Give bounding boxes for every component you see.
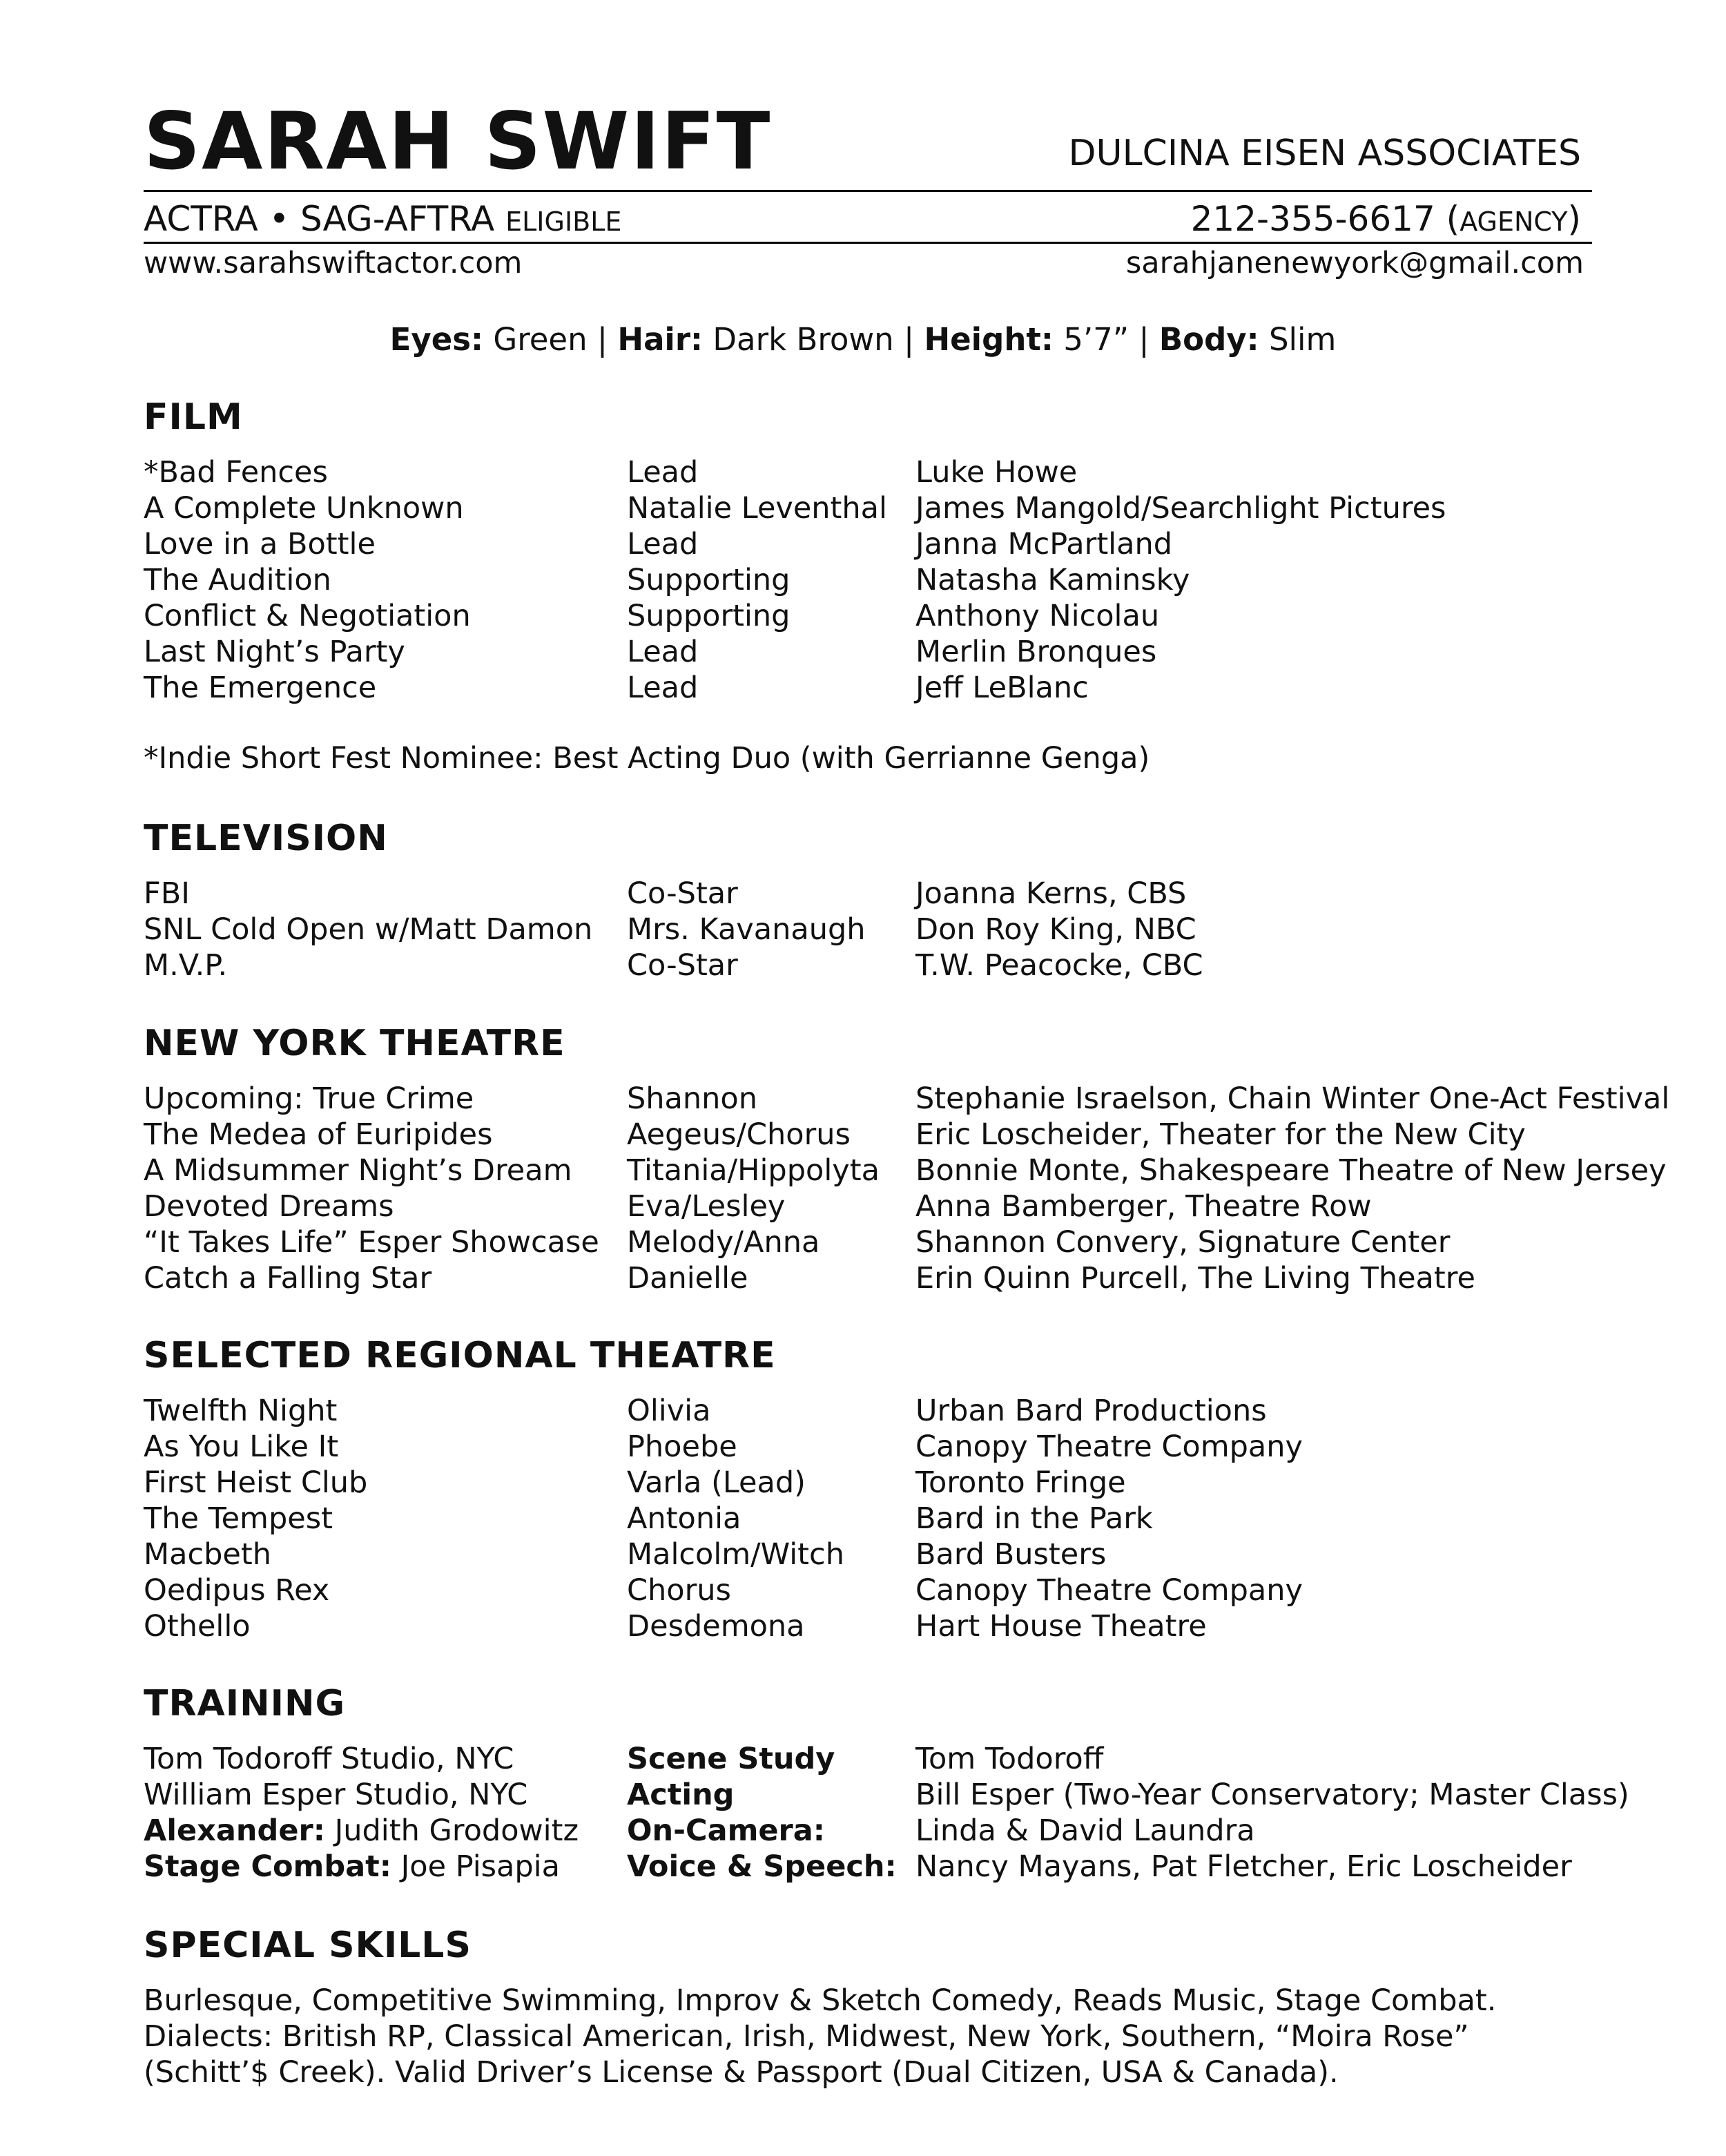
training-where [144, 1777, 627, 1813]
credit-title: Last Night’s Party [144, 635, 405, 669]
header-rule-bottom [144, 242, 1592, 244]
credit-director: Shannon Convery, Signature Center [915, 1225, 1451, 1260]
training-row [144, 1813, 1704, 1849]
credit-row [144, 1188, 1704, 1224]
credit-title: SNL Cold Open w/Matt Damon [144, 912, 593, 947]
training-teacher: Bill Esper (Two-Year Conservatory; Master Class) [915, 1778, 1629, 1812]
body-value: Slim [1268, 321, 1337, 358]
credit-director: Janna McPartland [915, 527, 1173, 561]
credit-row [144, 490, 1704, 526]
credit-director: Bard Busters [915, 1537, 1107, 1572]
credit-row [144, 526, 1704, 562]
credit-row [144, 454, 1704, 490]
eyes-value: Green [493, 321, 588, 358]
credit-row [144, 1117, 1704, 1153]
credit-director: Hart House Theatre [915, 1609, 1207, 1644]
credit-role: Co-Star [627, 948, 738, 983]
actor-name: SARAH SWIFT [144, 95, 772, 187]
training-teacher: Nancy Mayans, Pat Fletcher, Eric Loscheider [915, 1849, 1572, 1884]
section-heading: NEW YORK THEATRE [144, 1023, 565, 1064]
ny-theatre-section [144, 1023, 1704, 1296]
header-rule-top [144, 190, 1592, 192]
credit-row [144, 1224, 1704, 1260]
credit-director: Stephanie Israelson, Chain Winter One-Act Festival [915, 1081, 1670, 1116]
height-label: Height: [924, 321, 1054, 358]
credit-row [144, 1608, 1704, 1644]
agency-phone [1191, 198, 1581, 240]
credit-title: A Midsummer Night’s Dream [144, 1153, 572, 1188]
credit-row [144, 1465, 1704, 1501]
credit-role: Lead [627, 455, 699, 490]
training-row [144, 1777, 1704, 1813]
union-eligible: ELIGIBLE [505, 206, 622, 237]
physical-stats [0, 321, 1726, 358]
credit-role: Eva/Lesley [627, 1189, 786, 1224]
credit-role: Chorus [627, 1573, 731, 1608]
credit-director: Erin Quinn Purcell, The Living Theatre [915, 1261, 1475, 1296]
credit-title: First Heist Club [144, 1465, 368, 1500]
training-category: Alexander: [144, 1813, 325, 1848]
section-heading: SELECTED REGIONAL THEATRE [144, 1335, 776, 1376]
credit-row [144, 1537, 1704, 1572]
credit-director: Eric Loscheider, Theater for the New City [915, 1117, 1526, 1152]
hair-label: Hair: [617, 321, 704, 358]
credit-role: Titania/Hippolyta [627, 1153, 880, 1188]
height-value: 5’7” [1063, 321, 1129, 358]
credit-title: Macbeth [144, 1537, 271, 1572]
credit-director: Jeff LeBlanc [915, 671, 1089, 705]
credit-row [144, 1153, 1704, 1188]
special-skills-section [144, 1927, 1704, 2090]
credit-role: Natalie Leventhal [627, 491, 887, 526]
body-label: Body: [1158, 321, 1259, 358]
credit-row [144, 1501, 1704, 1537]
credit-title: FBI [144, 876, 190, 911]
credit-row [144, 1081, 1704, 1117]
credit-row [144, 947, 1704, 983]
training-school: Judith Grodowitz [324, 1813, 579, 1848]
credit-title: Catch a Falling Star [144, 1261, 432, 1296]
training-subject: Acting [627, 1778, 735, 1812]
training-school: Joe Pisapia [391, 1849, 560, 1884]
credit-role: Malcolm/Witch [627, 1537, 844, 1572]
credit-title: “It Takes Life” Esper Showcase [144, 1225, 599, 1260]
credit-row [144, 562, 1704, 598]
section-heading: TRAINING [144, 1683, 346, 1724]
credit-role: Mrs. Kavanaugh [627, 912, 866, 947]
training-teacher: Linda & David Laundra [915, 1813, 1255, 1848]
email-link[interactable]: sarahjanenewyork@gmail.com [1125, 246, 1584, 280]
credit-row [144, 912, 1704, 947]
credit-role: Varla (Lead) [627, 1465, 806, 1500]
credit-title: The Tempest [144, 1501, 333, 1536]
credit-director: Urban Bard Productions [915, 1394, 1267, 1428]
television-section [144, 820, 1704, 983]
credit-title: A Complete Unknown [144, 491, 464, 526]
website-link[interactable]: www.sarahswiftactor.com [144, 246, 523, 280]
training-row [144, 1741, 1704, 1777]
credit-director: Bonnie Monte, Shakespeare Theatre of New Jersey [915, 1153, 1667, 1188]
credit-director: Anna Bamberger, Theatre Row [915, 1189, 1372, 1224]
credit-director: Anthony Nicolau [915, 599, 1160, 633]
credit-director: Bard in the Park [915, 1501, 1153, 1536]
section-heading: SPECIAL SKILLS [144, 1925, 472, 1966]
skills-line: (Schitt’$ Creek). Valid Driver’s License & Passport (Dual Citizen, USA & Canada). [144, 2055, 1339, 2090]
credit-role: Supporting [627, 599, 791, 633]
union-status [144, 198, 621, 240]
film-credits [144, 454, 1704, 706]
credit-title: Devoted Dreams [144, 1189, 394, 1224]
training-where [144, 1849, 627, 1885]
credit-row [144, 876, 1704, 912]
credit-director: Natasha Kaminsky [915, 563, 1190, 597]
credit-role: Phoebe [627, 1430, 737, 1464]
credit-title: *Bad Fences [144, 455, 328, 490]
credit-role: Supporting [627, 563, 791, 597]
credit-title: Love in a Bottle [144, 527, 376, 561]
skills-line: Burlesque, Competitive Swimming, Improv & Sketch Comedy, Reads Music, Stage Combat. [144, 1983, 1497, 2018]
credit-director: Luke Howe [915, 455, 1078, 490]
credit-title: M.V.P. [144, 948, 228, 983]
film-award-note: *Indie Short Fest Nominee: Best Acting Duo (with Gerrianne Genga) [144, 741, 1150, 776]
credit-role: Aegeus/Chorus [627, 1117, 851, 1152]
credit-role: Danielle [627, 1261, 748, 1296]
credit-title: The Emergence [144, 671, 377, 705]
credit-title: Twelfth Night [144, 1394, 338, 1428]
credit-role: Olivia [627, 1394, 711, 1428]
credit-role: Desdemona [627, 1609, 805, 1644]
training-section [144, 1683, 1704, 1885]
agency-name: DULCINA EISEN ASSOCIATES [1068, 133, 1581, 174]
credit-director: Canopy Theatre Company [915, 1573, 1303, 1608]
training-school: William Esper Studio, NYC [144, 1778, 528, 1812]
training-school: Tom Todoroff Studio, NYC [144, 1742, 514, 1776]
credit-title: Othello [144, 1609, 251, 1644]
training-subject: Voice & Speech: [627, 1849, 897, 1884]
credit-director: Toronto Fringe [915, 1465, 1126, 1500]
credit-title: The Medea of Euripides [144, 1117, 493, 1152]
credit-director: Joanna Kerns, CBS [915, 876, 1187, 911]
stats-separator: | [1138, 321, 1150, 358]
credit-row [144, 598, 1704, 634]
credit-role: Co-Star [627, 876, 738, 911]
skills-line: Dialects: British RP, Classical American, Irish, Midwest, New York, Southern, “Moira Rose” [144, 2019, 1469, 2054]
stats-separator: | [904, 321, 915, 358]
credit-role: Antonia [627, 1501, 741, 1536]
regional-theatre-section [144, 1335, 1704, 1644]
film-section [144, 396, 1704, 776]
phone-agency-label: AGENCY [1460, 206, 1568, 237]
credit-row [144, 634, 1704, 670]
credit-role: Lead [627, 635, 699, 669]
credit-title: Oedipus Rex [144, 1573, 330, 1608]
credit-role: Melody/Anna [627, 1225, 820, 1260]
credit-row [144, 1393, 1704, 1429]
phone-close: ) [1567, 199, 1581, 239]
credit-director: T.W. Peacocke, CBC [915, 948, 1203, 983]
training-row [144, 1849, 1704, 1885]
union-main: ACTRA • SAG-AFTRA [144, 199, 495, 239]
credit-director: James Mangold/Searchlight Pictures [915, 491, 1446, 526]
training-subject: Scene Study [627, 1742, 835, 1776]
credit-row [144, 1429, 1704, 1465]
phone-number: 212-355-6617 ( [1190, 199, 1460, 239]
credit-title: Conflict & Negotiation [144, 599, 471, 633]
eyes-label: Eyes: [389, 321, 484, 358]
credit-row [144, 1572, 1704, 1608]
credit-title: As You Like It [144, 1430, 339, 1464]
training-where [144, 1813, 627, 1849]
credit-row [144, 670, 1704, 706]
stats-separator: | [597, 321, 608, 358]
credit-title: The Audition [144, 563, 331, 597]
credit-role: Lead [627, 527, 699, 561]
training-where [144, 1741, 627, 1777]
credit-director: Don Roy King, NBC [915, 912, 1196, 947]
credit-title: Upcoming: True Crime [144, 1081, 474, 1116]
credit-director: Merlin Bronques [915, 635, 1157, 669]
training-category: Stage Combat: [144, 1849, 391, 1884]
section-heading: FILM [144, 396, 243, 438]
section-heading: TELEVISION [144, 818, 388, 859]
credit-role: Lead [627, 671, 699, 705]
credit-row [144, 1260, 1704, 1296]
credit-director: Canopy Theatre Company [915, 1430, 1303, 1464]
training-subject: On-Camera: [627, 1813, 825, 1848]
hair-value: Dark Brown [712, 321, 894, 358]
training-teacher: Tom Todoroff [915, 1742, 1104, 1776]
credit-role: Shannon [627, 1081, 757, 1116]
